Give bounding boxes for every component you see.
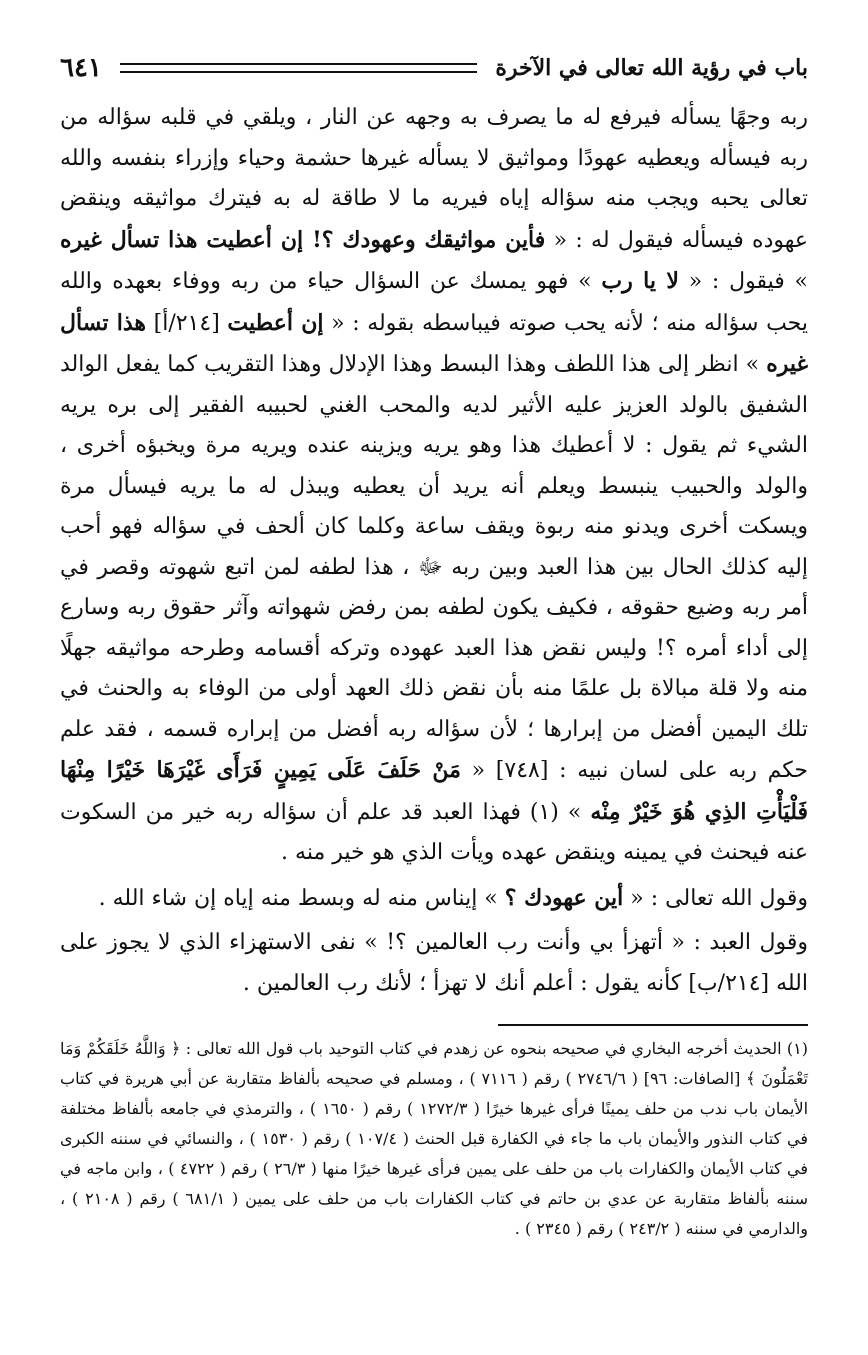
quoted-hadith-text: فأين مواثيقك وعهودك ؟! إن أعطيت هذا تسأل غيره	[60, 226, 546, 253]
paragraph-2	[60, 878, 808, 920]
running-title: باب في رؤية الله تعالى في الآخرة	[495, 55, 808, 81]
text-segment: وقول العبد : « أتهزأ بي وأنت رب العالمين ؟! » نفى الاستهزاء الذي لا يجوز على الله [٢١٤/ب] كأنه يقول : أعلم أنك لا تهزأ ؛ لأنك رب العالمين .	[60, 930, 808, 996]
text-segment: ربه وجهًا يسأله فيرفع له ما يصرف به وجهه عن النار ، ويلقي في قلبه سؤاله من ربه فيسأله ويعطيه عهودًا ومواثيق لا يسأله غيرها حشمة وحياء وإزراء بنفسه والله تعالى يحبه ويجب منه سؤاله إياه فيريه ما لا طاقة له به فيترك مواثيقه وينقض عهوده فيسأله فيقول له : «	[60, 105, 808, 253]
quoted-hadith-text: إن أعطيت	[227, 309, 324, 336]
quoted-hadith-text: أين عهودك ؟	[504, 884, 624, 911]
text-segment: وقول الله تعالى : «	[623, 885, 808, 911]
paragraph-3	[60, 923, 808, 1004]
page-number: ٦٤١	[60, 53, 102, 83]
text-segment: [٢١٤/أ]	[146, 310, 228, 336]
footnote-separator	[498, 1024, 808, 1026]
body-text	[60, 98, 808, 1004]
quoted-hadith-text: مَنْ حَلَفَ عَلَى يَمِينٍ فَرَأَى غَيْرَهَا خَيْرًا مِنْهَا فَلْيَأْتِ الذِي هُوَ خَيْرٌ مِنْه	[60, 757, 808, 825]
text-segment: » (١) فهذا العبد قد علم أن سؤاله ربه خير من السكوت عنه فيحنث في يمينه وينقض عهده ويأت الذي هو خير منه .	[60, 799, 808, 865]
quoted-hadith-text: هذا تسأل غيره	[60, 309, 808, 377]
text-segment: » انظر إلى هذا اللطف وهذا البسط وهذا الإدلال وهذا التقريب كما يفعل الوالد الشفيق بالولد العزيز عليه الأثير لديه والمحب الغني لحبيبه الفقير إلى بره يريه الشيء ثم يقول : لا أعطيك هذا وهو يريه ويزينه عنده ويريه مرة ويخبؤه أخرى ، والولد والحبيب ينبسط ويعلم أنه يريد أن يعطيه ويبذل له ما يريه فيسأل مرة ويسكت أخرى ويدنو منه ربوة ويقف ساعة وكلما كان ألحف في سؤاله فهو أحب إليه كذلك الحال بين هذا العبد وبين ربه ﷻ ، هذا لطفه لمن اتبع شهوته وقصر في أمر ربه وضيع حقوقه ، فكيف يكون لطفه بمن رفض شهواته وآثر حقوق ربه وسارع إلى أداء أمره ؟! وليس نقض هذا العبد عهوده وتركه أقسامه وطرحه مواثيقه جهلًا منه ولا قلة مبالاة بل علمًا منه بأن نقض ذلك العهد أولى من الوفاء به والحنث في تلك اليمين أفضل من إبرارها ؛ لأن سؤاله ربه أفضل من إبراره قسمه ، فقد علم حكم ربه على لسان نبيه : [٧٤٨] «	[60, 352, 808, 783]
quoted-hadith-text: لا يا رب	[601, 268, 679, 294]
footnotes	[60, 1034, 808, 1244]
page-header	[60, 48, 808, 88]
text-segment: » فيقول : «	[678, 269, 808, 294]
paragraph-1	[60, 98, 808, 874]
text-segment: » إيناس منه له وبسط منه إياه إن شاء الله .	[98, 885, 505, 911]
text-segment: » فهو يمسك عن السؤال حياء من ربه ووفاء بعهده والله يحب سؤاله منه ؛ لأنه يحب صوته فيباسطه بقوله : «	[60, 269, 809, 336]
header-rule	[120, 63, 477, 73]
footnote-1: (١) الحديث أخرجه البخاري في صحيحه بنحوه عن زهدم في كتاب التوحيد باب قول الله تعالى : ﴿ وَاللَّهُ خَلَقَكُمْ وَمَا تَعْمَلُونَ ﴾ [الصافات: ٩٦] ( ٢٧٤٦/٦ ) رقم ( ٧١١٦ ) ، ومسلم في صحيحه بألفاظ متقاربة عن أبي هريرة في كتاب الأيمان باب ندب من حلف يمينًا فرأى غيرها خيرًا ( ١٢٧٢/٣ ) رقم ( ١٦٥٠ ) ، والترمذي في جامعه بألفاظ مختلفة في كتاب النذور والأيمان باب ما جاء في الكفارة قبل الحنث ( ١٠٧/٤ ) رقم ( ١٥٣٠ ) ، والنسائي في سننه الكبرى في كتاب الأيمان والكفارات باب من حلف على يمين فرأى غيرها خيرًا منها ( ٢٦/٣ ) رقم ( ٤٧٢٢ ) ، وابن ماجه في سننه بألفاظ متقاربة عن عدي بن حاتم في كتاب الكفارات باب من حلف على يمين ( ٦٨١/١ ) رقم ( ٢١٠٨ ) ، والدارمي في سننه ( ٢٤٣/٢ ) رقم ( ٢٣٤٥ ) .	[60, 1039, 809, 1238]
